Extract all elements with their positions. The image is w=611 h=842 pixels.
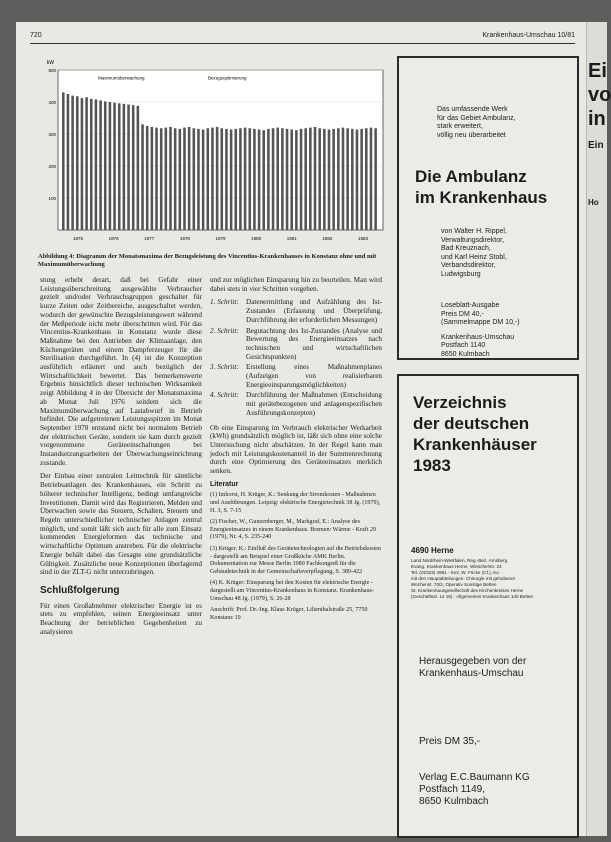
entry-line: Wochenst. 70/2, Operativ Sonstige Betten [411, 582, 497, 587]
literature-entry: (2) Fischer, W., Gunzenberger, M., Markgraf, E.: Analyse des Energieeinsatzes in einem Krankenhaus. Bremen: Wärme - Kraft 29 (1979), Nr. 4, S. 235-240 [210, 519, 377, 541]
ad-line: Preis DM 40,- [441, 310, 484, 318]
bar [318, 128, 321, 230]
bar [216, 127, 219, 230]
ad-title-line: im Krankenhaus [415, 188, 548, 207]
bar [118, 103, 121, 230]
ad-line: Postfach 1149, [419, 784, 485, 795]
entry-line: Tel. (02323) 4981 - Kv2, W. Fricke (Cf.), Ko [411, 570, 499, 575]
bar [248, 128, 251, 230]
y-tick-label: 100 [48, 196, 56, 201]
chart-svg [38, 52, 393, 252]
ad-line: Ludwigsburg [441, 270, 481, 278]
entry-details [411, 558, 571, 600]
step-text: Begutachtung des Ist-Zustandes (Analyse und Bewertung des Energieeinsatzes nach technischen und wirtschaftlichen Gesichtspunkten) [246, 326, 382, 361]
demand-chart [38, 52, 393, 252]
magazine-page [16, 22, 586, 836]
bar [165, 128, 168, 230]
ad-line: Das umfassende Werk [437, 106, 508, 113]
bar [230, 130, 233, 230]
advertisement-ambulanz [397, 56, 579, 360]
ad-title-line: Die Ambulanz [415, 167, 527, 186]
ad-title [413, 392, 537, 476]
step-item [210, 298, 382, 324]
bar [188, 127, 191, 230]
entry-line: St. Krankenhausgesellschaft des Kirchenkreises Herne [411, 588, 524, 593]
x-tick-label: 1981 [286, 236, 297, 241]
literature-entry: (3) Krüger, K.: Einfluß des Gerätetechnologien auf die Betriebskosten - dargestellt am Beispiel einer Großküche AMK Berlin. Dokumentation zur Messe Berlin 1980 Fachkongreß für die Gebäudetechnik in der Gemeinschaftsverpflegung, S. 389-422 [210, 546, 382, 575]
adjacent-heading: in [588, 108, 606, 130]
bar [151, 127, 154, 230]
step-text: Durchführung der Maßnahmen (Entscheidung mit gerätebezogenen und anlagenspezifischen Ausführungskonzepten) [246, 391, 382, 417]
author-address: Anschrift: Prof. Dr.-Ing. Klaus Krüger, Lilienthalstraße 25, 7750 Konstanz 19 [210, 607, 368, 621]
ad-line: und Karl Heinz Stobl, [441, 253, 507, 261]
paragraph: und zur möglichen Einsparung hin zu beurteilen. Man wird dabei stets in vier Schritten vorgehen. [210, 276, 382, 293]
bar [169, 127, 172, 230]
adjacent-text: Ein [588, 140, 604, 151]
bar [360, 129, 363, 230]
bar [132, 105, 135, 230]
ad-intro [437, 106, 516, 140]
ad-line: 8650 Kulmbach [441, 350, 490, 358]
entry-line: Land Nordrhein-Westfalen, Reg.-Bez. Arnsberg [411, 558, 508, 563]
bar [183, 128, 186, 230]
bar [304, 128, 307, 230]
bar [155, 128, 158, 230]
bar [332, 129, 335, 230]
bar [67, 94, 70, 230]
ad-title-line: der deutschen [413, 414, 530, 433]
ad-price: Preis DM 35,- [419, 736, 481, 747]
bar [71, 96, 74, 230]
bar [81, 98, 84, 230]
ad-line: Verwaltungsdirektor, [441, 236, 505, 244]
ad-line: stark erweitert, [437, 123, 483, 130]
step-label: 2. Schritt: [210, 326, 239, 335]
bar [85, 97, 88, 230]
x-tick-label: 1975 [72, 236, 84, 241]
step-label: 1. Schritt: [210, 298, 239, 307]
header-rule [30, 43, 575, 44]
bar [253, 129, 256, 230]
x-tick-label: 1976 [108, 236, 119, 241]
x-tick-label: 1983 [357, 236, 369, 241]
annotation: Bezugsoptimierung [208, 75, 247, 81]
paragraph: Der Einbau einer zentralen Leittechnik für sämtliche Betriebsanlagen des Krankenhauses, ein Schritt zu höherer technischer Intelligenz, bedingt umfangreiche Investitionen. Damit wird das Registrieren, Melden und Überwachen sowie das Steuern, Schalten, Steuern und Regeln unterschiedlicher technischer Anlagen zentral möglich, und somit läßt sich auch für alle zum Einsatz kommenden Energieformen das technische und wirtschaftliche Optimum anstreben. Für die elektrische Energie behält dabei das Gesagte eine grundsätzliche Gültigkeit. Zusätzliche neue Konzeptionen überlagernd sind in der ZLT-G nicht unterzubringen. [40, 472, 202, 577]
bar [104, 101, 107, 230]
step-label: 4. Schritt: [210, 391, 239, 400]
bar [202, 130, 205, 230]
ad-line: Postfach 1140 [441, 342, 486, 349]
text-column-2 [210, 276, 382, 626]
bar [267, 129, 270, 230]
bar [356, 130, 359, 230]
ad-line: Verbandsdirektor, [441, 262, 496, 269]
bar [193, 128, 196, 230]
bar [76, 96, 79, 230]
x-tick-label: 1978 [179, 236, 190, 241]
bar [221, 128, 224, 230]
bar [62, 92, 65, 230]
ad-line: (Sammelmappe DM 10,-) [441, 319, 520, 326]
bar [286, 129, 289, 230]
bar [90, 99, 93, 230]
y-axis-label: kW [46, 60, 54, 66]
ad-line: völlig neu überarbeitet [437, 131, 506, 139]
ad-authors [441, 228, 507, 279]
adjacent-page-edge [586, 22, 611, 836]
adjacent-heading: vo [588, 84, 611, 106]
ad-line: Herausgegeben von der [419, 656, 527, 667]
bar [337, 128, 340, 230]
literature-entry: (1) Imhorst, H. Krüger, K.: Senkung der Stromkosten - Maßnahmen und Ausführungen. Leipzig: elektrische Energietechnik 38 Jg. (1979), H. 3, S. 7-15 [210, 492, 381, 514]
running-title: Krankenhaus-Umschau 10/81 [482, 32, 575, 39]
bar [342, 128, 345, 230]
bar [314, 127, 317, 230]
ad-line: von Walter H. Rippel, [441, 228, 507, 235]
ad-title-line: Krankenhäuser [413, 435, 537, 454]
bar [290, 130, 293, 230]
bar [141, 124, 144, 230]
bar [109, 102, 112, 230]
y-tick-label: 200 [48, 164, 56, 169]
ad-title-line: 1983 [413, 456, 451, 475]
bar [211, 128, 214, 230]
step-text: Datenermittlung und Aufzählung des Ist-Zustandes (Erfassung und Überprüfung, Durchführung der erforderlichen Messungen) [246, 298, 382, 324]
ad-line: Krankenhaus-Umschau [419, 668, 524, 679]
adjacent-text: Ho [588, 198, 599, 207]
bar [276, 128, 279, 230]
bar [262, 130, 265, 230]
bar [370, 128, 373, 230]
section-heading: Schlußfolgerung [40, 584, 120, 596]
figure-caption: Abbildung 4: Diagramm der Monatsmaxima der Bezugsleistung des Vincentius-Krankenhauses in Konstanz ohne und mit Maximumüberwachung [38, 253, 377, 268]
paragraph: Ob eine Einsparung im Verbrauch elektrischer Werkarbeit (kWh) grundsätzlich möglich ist, läßt sich ohne eine solche Untersuchung nicht abschätzen. In der Regel kann man jedoch mit Leistungskostenanteil in der Summenrechnung durch eine Optimierung des Geräteeinsatzes merklich senken. [210, 423, 382, 476]
step-item [210, 327, 382, 362]
ad-line: Loseblatt-Ausgabe [441, 302, 500, 309]
ad-verlag [419, 772, 530, 808]
ad-edition-info [441, 302, 520, 359]
page-number: 720 [30, 32, 42, 39]
bar [234, 129, 237, 230]
x-tick-label: 1979 [215, 236, 226, 241]
bar [225, 129, 228, 230]
bar [123, 104, 126, 230]
step-text: Erstellung eines Maßnahmenplanes (Aufzeigen von realisierbaren Energieeinsparungsmöglichkeiten) [246, 363, 382, 389]
bar [244, 128, 247, 230]
bar [365, 128, 368, 230]
literature-entry: (4) K. Krüger: Einsparung bei den Kosten für elektrische Energie - dargestellt am Vincentius-Krankenhaus in Konstanz. Krankenhaus-Umschau 48 Jg. (1979), S. 26-28 [210, 580, 374, 602]
x-tick-label: 1980 [251, 236, 262, 241]
bar [160, 128, 163, 230]
bar [207, 128, 210, 230]
bar [351, 129, 354, 230]
bar [295, 130, 298, 230]
steps-list [210, 298, 382, 417]
bar [346, 128, 349, 230]
bar [95, 99, 98, 230]
entry-line: mit den Hauptabteilungen: Chirurgie mit gehobener [411, 576, 516, 581]
bar [197, 129, 200, 230]
paragraph: stung erhebt derart, daß bei Gefahr einer Leistungsüberschreitung ausgewählte Verbraucher gezielt und/oder Verbrauchsgruppen geschaltet für kurze Zeiten oder Zeitbereiche, ausgeschaltet werden, wodurch der gewünschte Bezugsleistungswert während der Meßperiode nicht mehr überschritten wird. Für das Vincentius-Krankenhaus in Konstanz wurde diese Maßnahme bei den Antrieben der Klimaanlage, den Küchengeräten und einem Dampferzeuger für die Sterilisation durchgeführt. In (4) ist die Konzeption ausführlich erläutert und auch bezüglich der Wirtschaftlichkeit bewertet. Das bemerkenswerte Ergebnis hinsichtlich dieser technischen Wirksamkeit zeigt Abbildung 4 in der Übersicht der Monatsmaxima ab Monat Juli 1976 seitdem sich die Maximumüberwachung auf Lastabwurf in Betrieb befindet. Die aufgetretenen Leistungsspitzen im Monat September 1978 entstand nicht bei normalem Betrieb der elektrischen Geräte, sondern sie kam durch gezielt vorgenommene Geräteeinschaltungen bei Instandsetzungsarbeiten der Überwachungseinrichtung zustande. [40, 276, 202, 467]
ad-line: Bad Kreuznach, [441, 245, 491, 252]
bar [300, 129, 303, 230]
adjacent-heading: Ei [588, 60, 607, 82]
ad-line: Krankenhaus-Umschau [441, 333, 515, 341]
bar [179, 129, 182, 230]
bar [309, 128, 312, 230]
bar [281, 128, 284, 230]
entry-line: (Geschäftsst. 14 16) - Allgemeines Krankenhaus 140 Betten [411, 594, 534, 599]
ad-line: Verlag E.C.Baumann KG [419, 772, 530, 783]
bar [174, 128, 177, 230]
entry-line: Evang. Krankenhaus Herne, Wiescherstr. 24 [411, 564, 502, 569]
bar [272, 128, 275, 230]
ad-title-line: Verzeichnis [413, 393, 507, 412]
ad-line: 8650 Kulmbach [419, 796, 489, 807]
bar [374, 128, 377, 230]
literature-heading: Literatur [210, 480, 239, 488]
bar [113, 103, 116, 230]
ad-title [415, 166, 547, 208]
bar [137, 106, 140, 230]
bar [99, 100, 102, 230]
bar [239, 128, 242, 230]
annotation: Maximumüberwachung [98, 75, 145, 81]
y-tick-label: 400 [48, 100, 56, 105]
step-item [210, 391, 382, 417]
advertisement-verzeichnis [397, 374, 579, 838]
ad-line: für das Gebiet Ambulanz, [437, 114, 516, 122]
y-tick-label: 300 [48, 132, 56, 137]
sample-entry [411, 546, 571, 600]
step-label: 3. Schritt: [210, 363, 239, 372]
x-tick-label: 1982 [322, 236, 333, 241]
text-column-1 [40, 276, 202, 641]
bar [328, 130, 331, 230]
entry-city: 4690 Herne [411, 546, 454, 555]
ad-publisher [419, 656, 526, 680]
bar [258, 130, 261, 230]
step-item [210, 363, 382, 389]
bar [127, 105, 130, 230]
y-tick-label: 500 [48, 68, 56, 73]
paragraph: Für einen Großabnehmer elektrischer Energie ist es stets zu empfehlen, seinen Energieeinsatz unter Beachtung der betrieblichen Gegebenheiten zu analysieren [40, 601, 202, 636]
bar [323, 129, 326, 230]
bar [146, 126, 149, 230]
x-tick-label: 1977 [144, 236, 155, 241]
